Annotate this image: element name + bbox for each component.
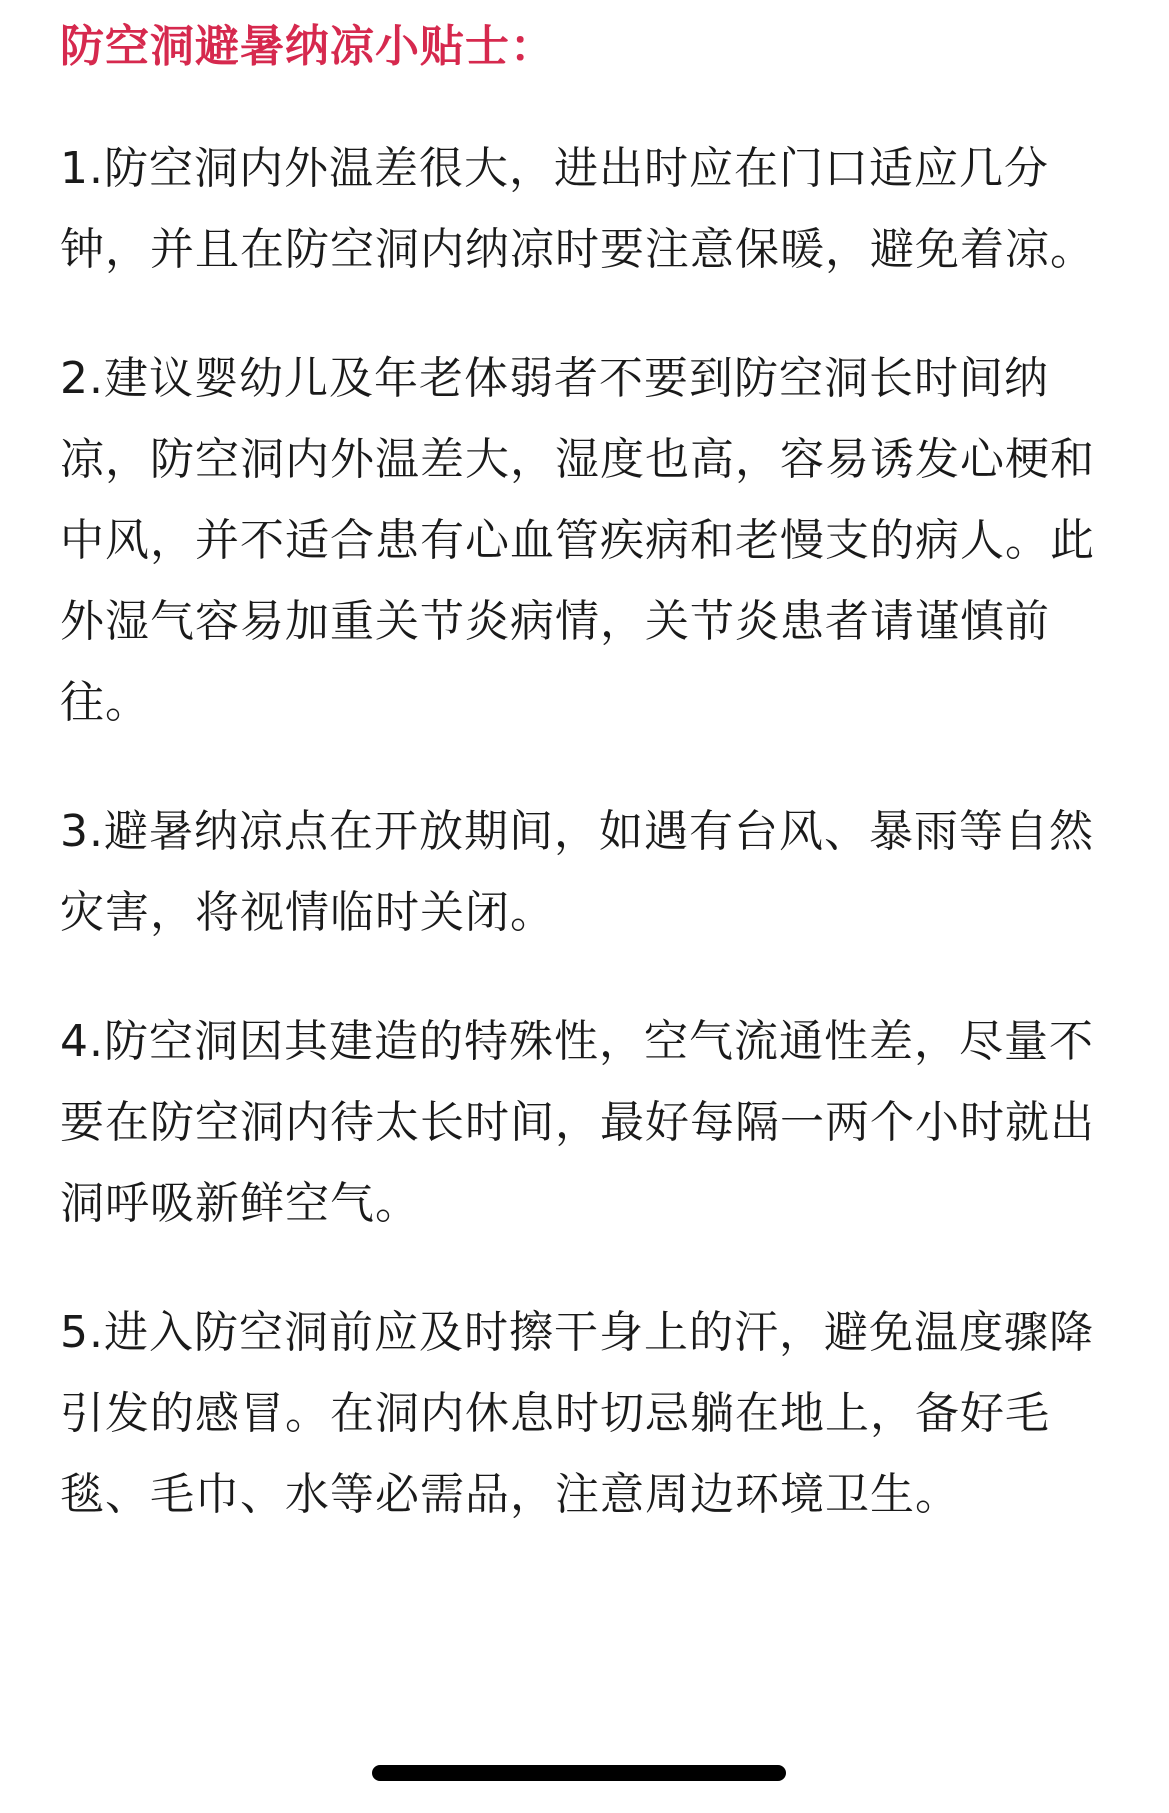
tip-item-3 (60, 791, 1109, 953)
tip-text: 避暑纳凉点在开放期间，如遇有台风、暴雨等自然灾害，将视情临时关闭。 (60, 806, 1094, 938)
tip-number: 5. (60, 1307, 104, 1358)
tip-number: 2. (60, 353, 104, 404)
tip-number: 1. (60, 143, 104, 194)
tip-text: 防空洞因其建造的特殊性，空气流通性差，尽量不要在防空洞内待太长时间，最好每隔一两个小时就出洞呼吸新鲜空气。 (60, 1016, 1095, 1229)
page-title: 防空洞避暑纳凉小贴士： (60, 21, 555, 72)
home-indicator[interactable] (372, 1765, 786, 1781)
tip-item-5 (60, 1292, 1109, 1535)
tip-number: 3. (60, 806, 104, 857)
tip-text: 建议婴幼儿及年老体弱者不要到防空洞长时间纳凉，防空洞内外温差大，湿度也高，容易诱发心梗和中风，并不适合患有心血管疾病和老慢支的病人。此外湿气容易加重关节炎病情，关节炎患者请谨慎前往。 (60, 353, 1095, 728)
tip-text: 防空洞内外温差很大，进出时应在门口适应几分钟，并且在防空洞内纳凉时要注意保暖，避免着凉。 (60, 143, 1095, 275)
tip-number: 4. (60, 1016, 104, 1067)
tip-text: 进入防空洞前应及时擦干身上的汗，避免温度骤降引发的感冒。在洞内休息时切忌躺在地上，备好毛毯、毛巾、水等必需品，注意周边环境卫生。 (60, 1307, 1094, 1520)
tip-item-2 (60, 338, 1109, 743)
tip-item-4 (60, 1001, 1109, 1244)
tip-item-1 (60, 128, 1109, 290)
